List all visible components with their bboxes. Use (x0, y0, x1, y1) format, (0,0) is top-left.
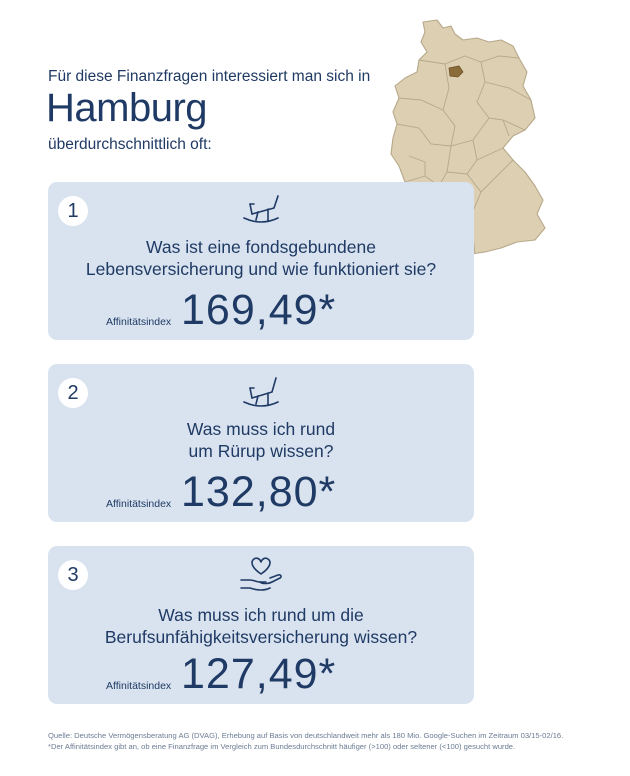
question-line-2: um Rürup wissen? (188, 441, 334, 461)
affinity-value: 169,49* (181, 286, 337, 334)
question-line-1: Was ist eine fondsgebundene (146, 237, 376, 257)
city-title: Hamburg (46, 86, 208, 130)
question-line-2: Berufsunfähigkeitsversicherung wissen? (104, 627, 418, 647)
affinity-label: Affinitätsindex (106, 680, 172, 692)
question-line-2: Lebensversicherung und wie funktioniert sie? (85, 259, 437, 279)
affinity-value: 132,80* (181, 468, 337, 516)
source-line: Quelle: Deutsche Vermögensberatung AG (DVAG), Erhebung auf Basis von deutschlandweit mehr als 180 Mio. Google-Suchen im Zeitraum 03/15-02/16. (48, 731, 564, 740)
intro-text: Für diese Finanzfragen interessiert man sich in (48, 68, 371, 85)
question-text (48, 236, 474, 280)
question-text (48, 604, 474, 648)
rank-badge: 3 (58, 560, 88, 590)
heart-in-hand-icon (238, 554, 284, 594)
rank-badge: 1 (58, 196, 88, 226)
affinity-label: Affinitätsindex (106, 498, 172, 510)
affinity-label: Affinitätsindex (106, 316, 172, 328)
source-footnote (48, 730, 618, 752)
question-card-1 (48, 182, 474, 340)
affinity-value: 127,49* (181, 650, 337, 698)
rocking-chair-icon (238, 372, 284, 412)
question-line-1: Was muss ich rund (186, 419, 336, 439)
rocking-chair-icon (238, 190, 284, 230)
footnote-line: *Der Affinitätsindex gibt an, ob eine Finanzfrage im Vergleich zum Bundesdurchschnitt häufiger (>100) oder seltener (<100) gesucht wurde. (48, 742, 516, 751)
rank-badge: 2 (58, 378, 88, 408)
question-card-2 (48, 364, 474, 522)
question-card-3 (48, 546, 474, 704)
question-line-1: Was muss ich rund um die (158, 605, 364, 625)
intro-text-2: überdurchschnittlich oft: (48, 136, 212, 153)
question-text (48, 418, 474, 462)
